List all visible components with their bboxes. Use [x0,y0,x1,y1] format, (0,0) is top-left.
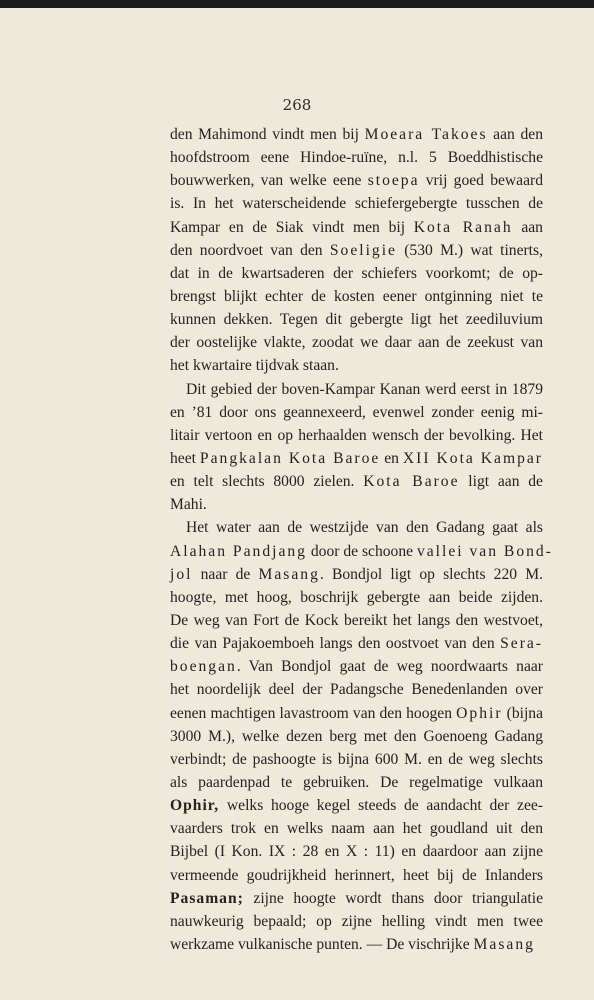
spaced-name: Soeligie [329,241,397,259]
page-number: 268 [282,96,312,114]
text-line [170,702,543,725]
spaced-name: Ophir [456,704,503,722]
text-run: De weg van Fort de Kock bereikt het langs den westvoet, [170,611,543,629]
text-run: litair vertoon en op herhaalden wensch der bevolking. Het [170,426,543,444]
spaced-name: jol [170,565,193,583]
text-run: hoofdstroom eene Hindoe-ruïne, n.l. 5 Boeddhistische [170,149,543,167]
text-run: nauwkeurig bepaald; op zijne helling vindt men twee [170,912,543,930]
text-run: den Mahimond vindt men bij [170,126,365,143]
text-line [170,840,543,863]
text-run: verbindt; de pashoogte is bijna 600 M. en de weg slechts [170,750,543,768]
text-run: het kwartaire tijdvak staan. [170,357,339,375]
text-line [170,470,543,493]
text-run: als paardenpad te gebruiken. De regelmatige vulkaan [170,773,543,791]
bold-term: Ophir, [170,797,220,815]
text-line [170,262,543,285]
text-line [170,678,543,701]
text-run: vrij goed bewaard [419,172,544,190]
text-line [170,910,543,933]
text-line [170,933,543,956]
text-line [170,285,543,308]
text-line [170,401,543,424]
text-run: 3000 M.), welke dezen berg met den Goenoeng Gadang [170,727,543,745]
text-line [170,239,543,262]
text-run: ligt aan de [459,473,543,491]
spaced-name: Masang [473,935,535,953]
text-line [170,123,543,146]
text-run: brengst blijkt echter de kosten eener ontginning niet te [170,287,543,305]
spaced-name: Moeara Takoes [364,126,488,143]
text-line [170,493,543,516]
text-line [170,864,543,887]
text-line [170,563,543,586]
text-line [170,771,543,794]
bold-term: Pasaman; [170,889,244,907]
text-run: (530 M.) wat tinerts, [396,241,543,259]
spaced-name: boengan [170,658,237,676]
text-run: aan den [487,126,543,143]
text-line [170,447,543,470]
text-line [170,540,553,563]
spaced-name: vallei van Bond- [416,542,553,560]
text-run: en [380,449,403,467]
text-run: is. In het waterscheidende schiefergebergte tusschen de [170,195,543,213]
spaced-name: Kota Ranah [413,218,513,236]
text-run: eenen machtigen lavastroom van den hoogen [170,704,457,722]
text-line [170,887,543,910]
text-run: en ’81 door ons geannexeerd, evenwel zonder eenig mi- [170,403,543,421]
text-run: die van Pajakoemboeh langs den oostvoet van den [170,635,501,653]
text-line [170,794,543,817]
spaced-name: stoepa [367,172,420,190]
text-line [170,586,543,609]
text-line [170,308,543,331]
text-run: het noordelijk deel der Padangsche Benedenlanden over [170,681,543,699]
text-run: door de schoone [306,542,417,560]
body-text [170,123,553,956]
text-run: kunnen dekken. Tegen dit gebergte ligt het zeediluvium [170,311,543,329]
text-run: . Bondjol ligt op slechts 220 M. [319,565,543,583]
text-run: heet [170,449,200,467]
text-run: Kampar en de Siak vindt men bij [170,218,414,236]
book-page [0,8,594,1000]
text-run: . Van Bondjol gaat de weg noordwaarts naar [236,658,543,676]
text-line [170,516,543,539]
spaced-name: Masang [258,565,320,583]
text-line [170,169,543,192]
text-run: werkzame vulkanische punten. — De vischrijke [170,935,474,953]
text-run: Het water aan de westzijde van den Gadang gaat als [186,519,543,537]
text-run: Mahi. [170,496,207,514]
text-run: dat in de kwartsaderen der schiefers voorkomt; de op- [170,264,543,282]
text-line [170,354,543,377]
spaced-name: Pangkalan Kota Baroe [199,449,381,467]
text-line [170,146,543,169]
text-line [170,192,543,215]
text-run: naar de [192,565,259,583]
text-line [170,632,543,655]
text-line [170,331,543,354]
spaced-name: Alahan Pandjang [170,542,307,560]
text-run: den noordvoet van den [170,241,330,259]
text-run: der oostelijke vlakte, zoodat we daar aan de zeekust van [170,334,543,352]
text-run: aan [512,218,543,236]
spaced-name: Sera- [500,635,543,653]
text-run: welks hooge kegel steeds de aandacht der zee- [219,797,543,815]
text-run: vermeende goudrijkheid herinnert, heet bij de Inlanders [170,866,543,884]
text-line [170,748,543,771]
text-run: bouwwerken, van welke eene [170,172,368,190]
text-line [170,725,543,748]
text-run: Bijbel (I Kon. IX : 28 en X : 11) en daardoor aan zijne [170,843,543,861]
text-line [170,655,543,678]
text-line [170,817,543,840]
text-run: hoogte, met hoog, boschrijk gebergte aan beide zijden. [170,588,543,606]
text-line [170,609,543,632]
text-line [170,424,543,447]
text-run: en telt slechts 8000 zielen. [170,473,364,491]
text-line [170,216,543,239]
spaced-name: XII Kota Kampar [402,449,543,467]
text-run: Dit gebied der boven-Kampar Kanan werd eerst in 1879 [186,380,543,398]
text-run: (bijna [502,704,544,722]
spaced-name: Kota Baroe [363,473,460,491]
text-run: vaarders trok en welks naam aan het goudland uit den [170,820,543,838]
text-line [170,378,543,401]
text-run: zijne hoogte wordt thans door triangulatie [243,889,543,907]
